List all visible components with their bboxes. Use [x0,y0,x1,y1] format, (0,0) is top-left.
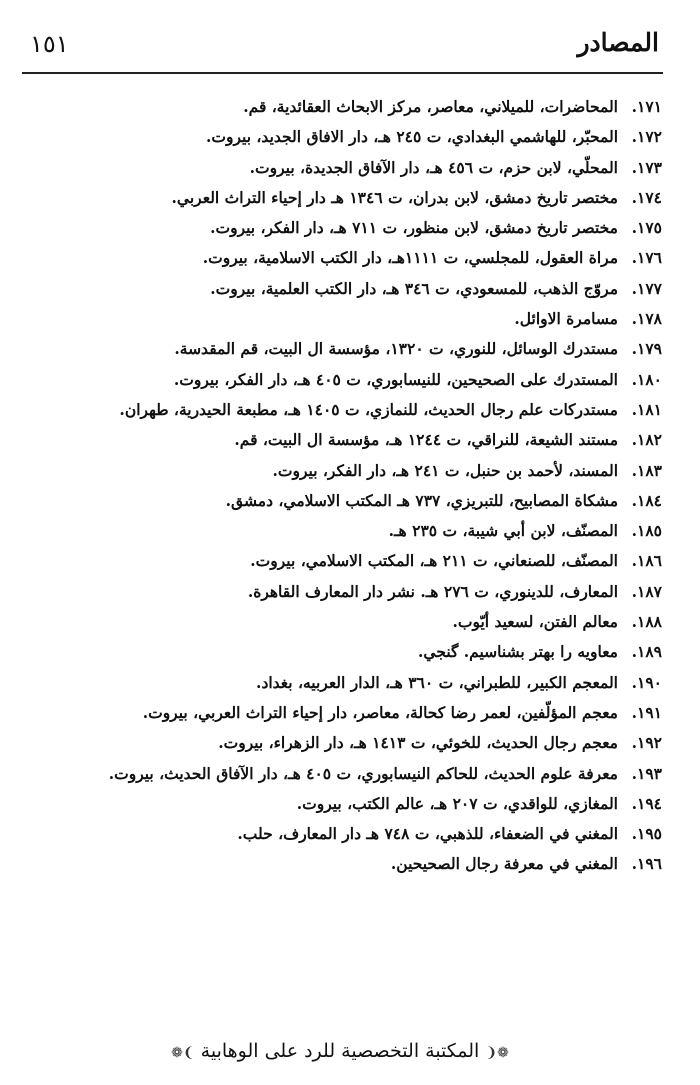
entry-text: المغني في معرفة رجال الصحيحين. [390,854,618,874]
list-item [22,456,662,486]
list-item [22,516,662,546]
list-item [22,698,662,728]
entry-text: المعارف، للدينوري، ت ٢٧٦ هـ. نشر دار المعارف القاهرة. [247,581,618,601]
entry-number: ١٨٧. [631,581,662,601]
entry-number: ١٩٠. [631,672,662,692]
list-item [22,183,662,213]
entry-number: ١٨٢. [631,430,662,450]
entry-text: المحاضرات، للميلاني، معاصر، مركز الابحاث العقائدية، قم. [243,97,618,116]
entry-number: ١٨٥. [631,521,662,541]
entry-text: مستدرك الوسائل، للنوري، ت ١٣٢٠، مؤسسة ال البيت، قم المقدسة. [174,339,618,359]
entry-text: المغني في الضعفاء، للذهبي، ت ٧٤٨ هـ دار المعارف، حلب. [237,824,618,844]
entry-number: ١٨٤. [631,490,662,510]
entry-text: المحلّي، لابن حزم، ت ٤٥٦ هـ، دار الآفاق الجديدة، بيروت. [249,157,618,177]
entry-number: ١٨٨. [631,612,662,632]
list-item [22,759,662,789]
list-item [22,92,662,122]
entry-number: ١٨١. [631,399,662,419]
list-item [22,274,662,304]
entry-number: ١٧٤. [631,187,662,207]
list-item [22,304,662,334]
list-item [22,213,662,243]
entry-text: مشكاة المصابيح، للتبريزي، ٧٣٧ هـ المكتب الاسلامي، دمشق. [225,490,618,510]
entry-number: ١٧٢. [631,127,662,147]
page-number: ١٥١ [30,30,69,58]
entry-text: المسند، لأحمد بن حنبل، ت ٢٤١ هـ، دار الفكر، بيروت. [272,460,618,480]
entry-text: مختصر تاريخ دمشق، لابن بدران، ت ١٣٤٦ هـ دار إحياء التراث العربي. [171,187,618,207]
entry-text: معجم المؤلّفين، لعمر رضا كحالة، معاصر، دار إحياء التراث العربي، بيروت. [142,702,618,722]
entry-text: المصنّف، للصنعاني، ت ٢١١ هـ، المكتب الاسلامي، بيروت. [250,551,618,571]
entry-number: ١٩٣. [631,763,662,783]
list-item [22,365,662,395]
list-item [22,486,662,516]
entry-number: ١٩٤. [631,793,662,813]
entry-number: ١٧١. [631,97,662,116]
entry-number: ١٧٧. [631,278,662,298]
entry-number: ١٧٦. [631,248,662,268]
entry-text: المحبّر، للهاشمي البغدادي، ت ٢٤٥ هـ، دار الافاق الجديد، بيروت. [206,127,618,147]
entry-number: ١٩١. [631,702,662,722]
list-item [22,849,662,879]
entry-text: المغازي، للواقدي، ت ٢٠٧ هـ، عالم الكتب، بيروت. [296,793,618,813]
footer [0,1040,680,1062]
list-item [22,668,662,698]
entry-text: المستدرك على الصحيحين، للنيسابوري، ت ٤٠٥ هـ، دار الفكر، بيروت. [173,369,618,389]
bibliography-list [22,92,662,880]
entry-number: ١٨٣. [631,460,662,480]
entry-text: مروّج الذهب، للمسعودي، ت ٣٤٦ هـ، دار الكتب العلمية، بيروت. [210,278,618,298]
entry-text: مستند الشيعة، للنراقي، ت ١٢٤٤ هـ، مؤسسة ال البيت، قم. [234,430,618,450]
entry-number: ١٧٣. [631,157,662,177]
list-item [22,243,662,273]
list-item [22,334,662,364]
list-item [22,637,662,667]
ornament-left-icon: ❩❁ [171,1045,195,1061]
entry-text: معاويه را بهتر بشناسيم. گنجي. [418,642,618,662]
list-item [22,153,662,183]
entry-number: ١٧٩. [631,339,662,359]
entry-text: مستدركات علم رجال الحديث، للنمازي، ت ١٤٠٥ هـ، مطبعة الحيدرية، طهران. [119,399,618,419]
entry-text: معرفة علوم الحديث، للحاكم النيسابوري، ت ٤٠٥ هـ، دار الآفاق الحديث، بيروت. [108,763,618,783]
entry-number: ١٩٥. [631,824,662,844]
entry-number: ١٨٠. [631,369,662,389]
entry-text: معالم الفتن، لسعيد أيّوب. [452,612,618,632]
list-item [22,395,662,425]
list-item [22,728,662,758]
entry-text: المصنّف، لابن أبي شيبة، ت ٢٣٥ هـ. [388,521,618,541]
entry-number: ١٩٦. [631,854,662,874]
entry-number: ١٨٦. [631,551,662,571]
entry-number: ١٩٢. [631,733,662,753]
list-item [22,607,662,637]
list-item [22,122,662,152]
footer-text: المكتبة التخصصية للرد على الوهابية [200,1040,480,1062]
ornament-right-icon: ❁❨ [485,1045,509,1061]
entry-number: ١٧٥. [631,218,662,238]
entry-number: ١٧٨. [631,309,662,329]
entry-text: معجم رجال الحديث، للخوئي، ت ١٤١٣ هـ، دار الزهراء، بيروت. [218,733,618,753]
entry-text: مختصر تاريخ دمشق، لابن منظور، ت ٧١١ هـ، دار الفكر، بيروت. [210,218,618,238]
page-title: المصادر [577,28,659,57]
entry-number: ١٨٩. [631,642,662,662]
entry-text: مراة العقول، للمجلسي، ت ١١١١هـ، دار الكتب الاسلامية، بيروت. [202,248,618,268]
entry-text: مسامرة الاوائل. [514,309,618,329]
list-item [22,819,662,849]
entry-text: المعجم الكبير، للطبراني، ت ٣٦٠ هـ، الدار العربيه، بغداد. [256,672,618,692]
page-header [22,24,663,74]
list-item [22,789,662,819]
list-item [22,546,662,576]
list-item [22,425,662,455]
list-item [22,577,662,607]
